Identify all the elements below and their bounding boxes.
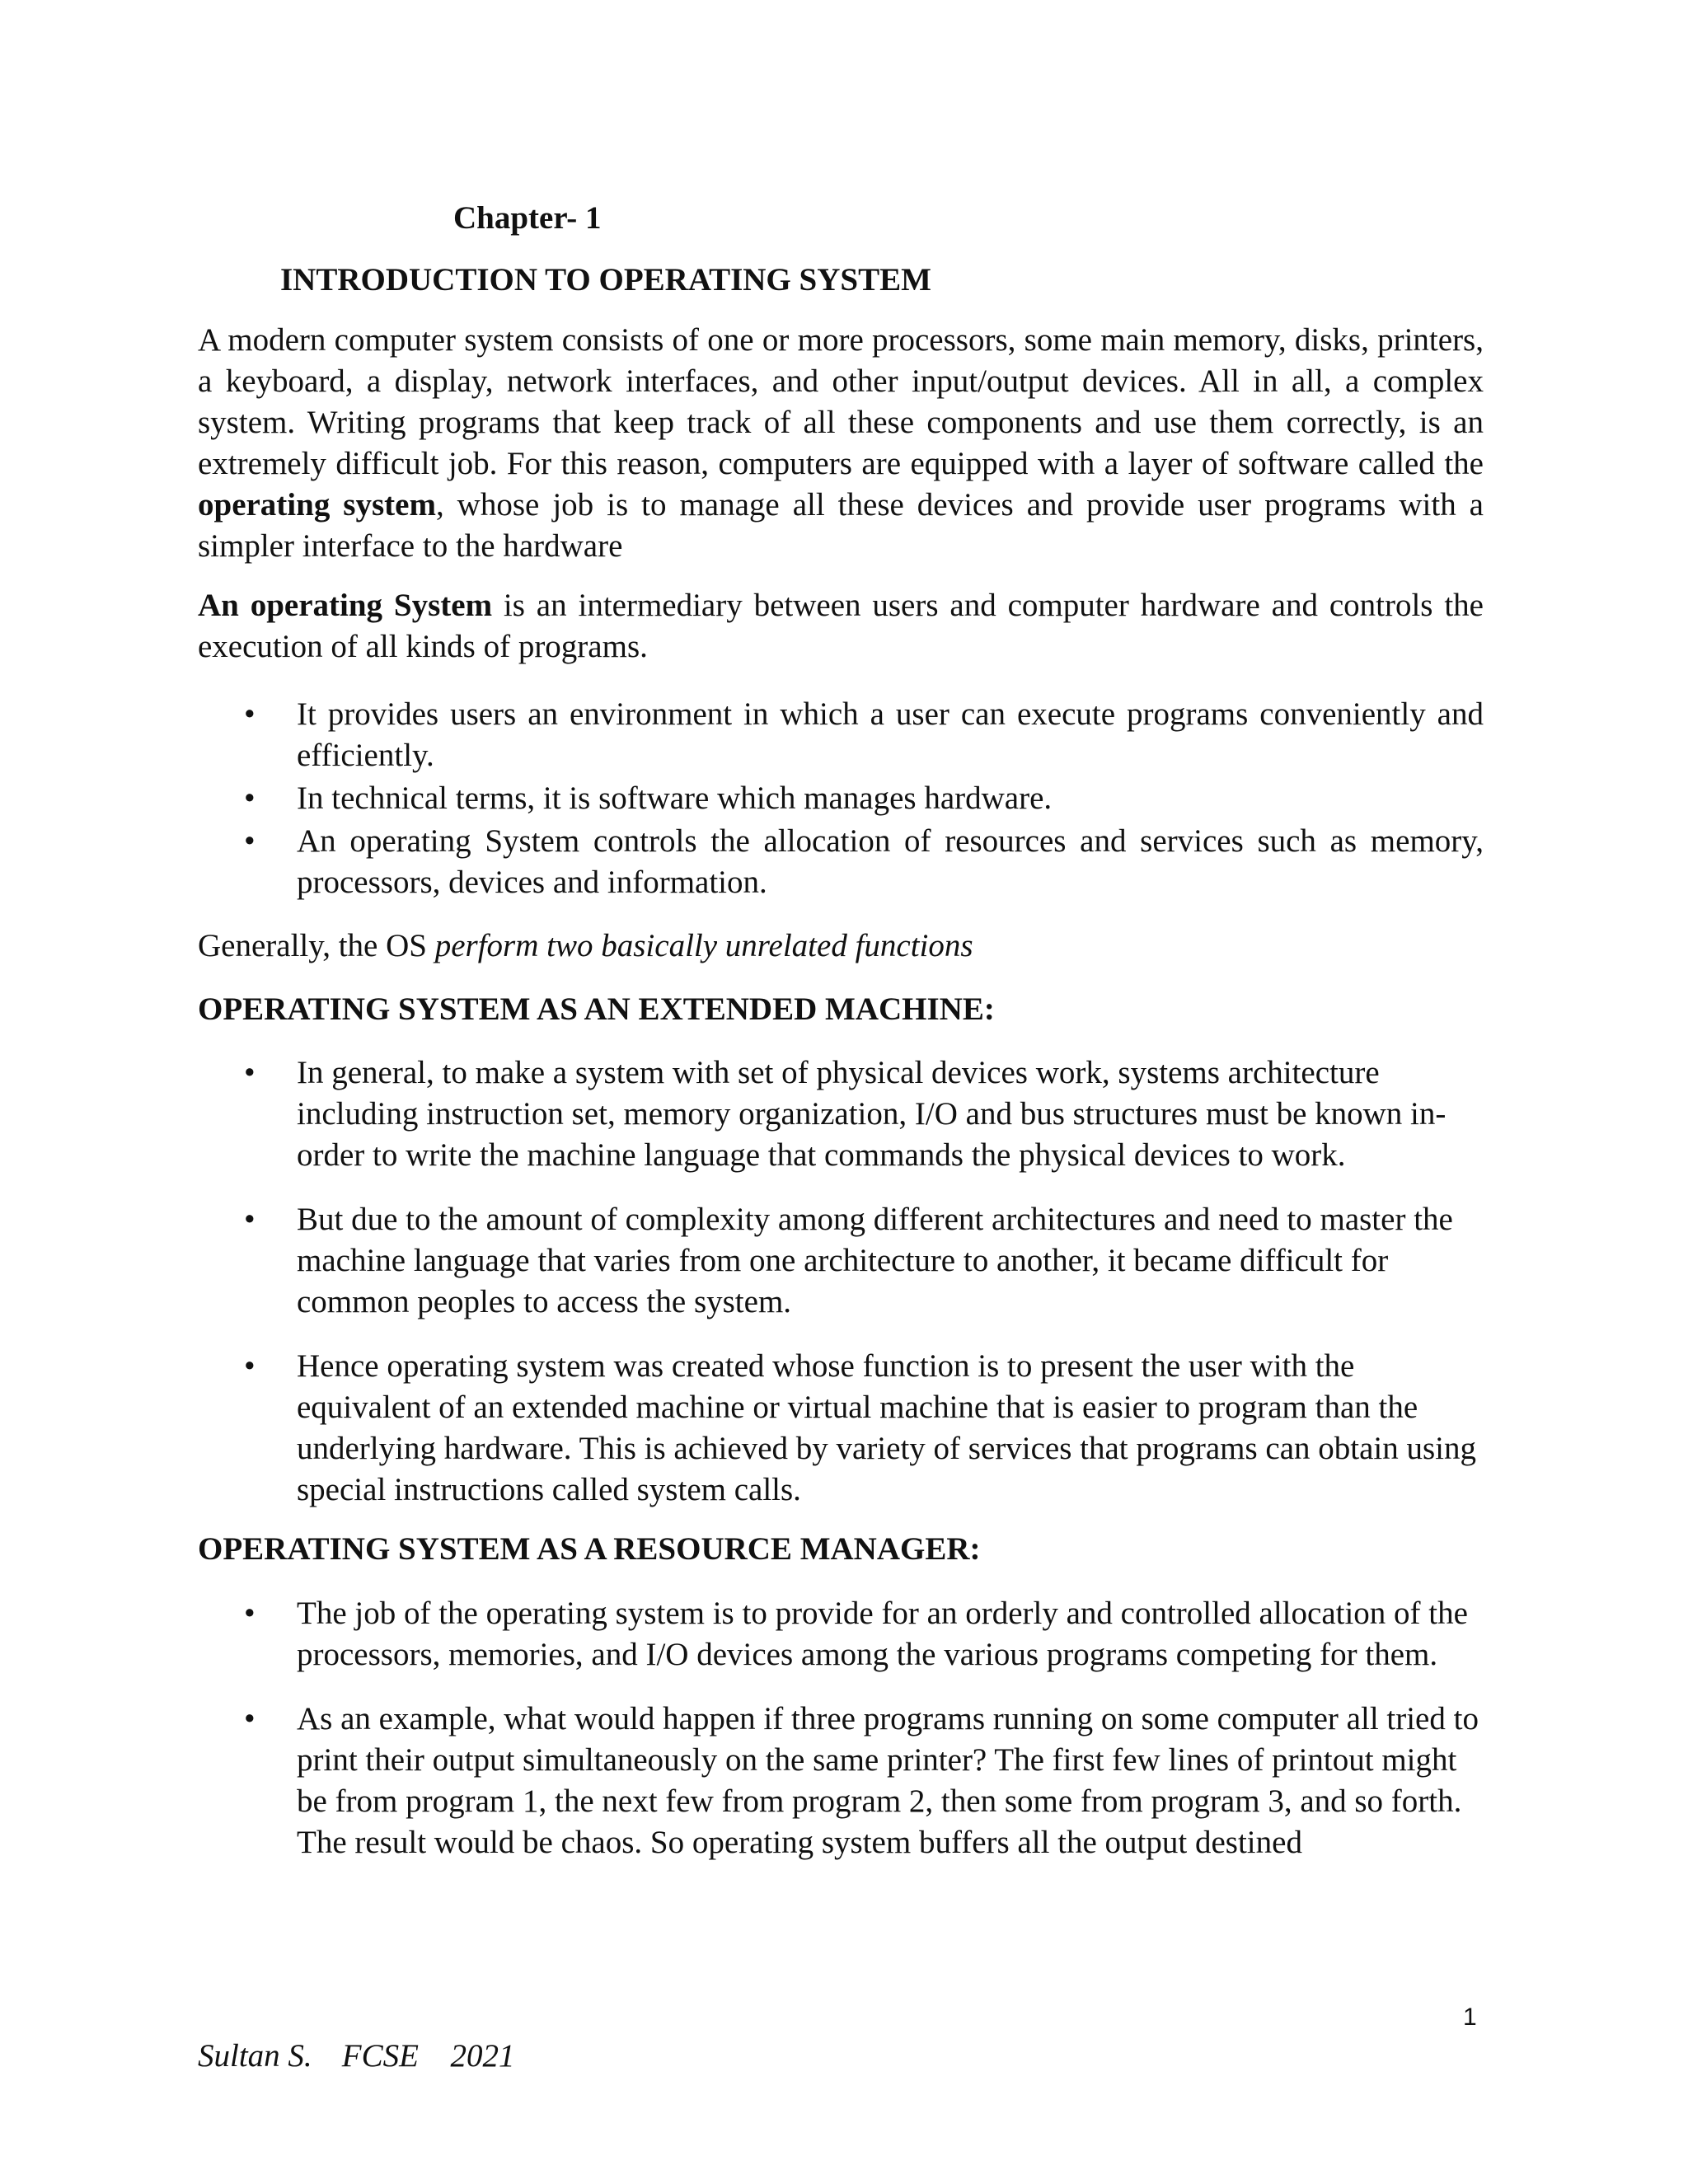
functions-intro-text: Generally, the OS — [198, 928, 435, 963]
resource-manager-list — [198, 1593, 1484, 1886]
list-item — [198, 694, 1484, 776]
definition-term: An operating System — [198, 588, 493, 623]
section-heading-resource-manager: OPERATING SYSTEM AS A RESOURCE MANAGER: — [198, 1531, 981, 1567]
bullet-icon: • — [244, 1055, 256, 1090]
section-heading-extended-machine: OPERATING SYSTEM AS AN EXTENDED MACHINE: — [198, 991, 995, 1027]
bullet-icon: • — [244, 780, 256, 816]
definition-text: is an intermediary between users and computer hardware and controls the execution of all kinds of programs. — [198, 588, 1484, 664]
functions-intro — [198, 926, 1484, 967]
list-item-text: As an example, what would happen if three programs running on some computer all tried to print their output simultaneously on the same printer? The first few lines of printout might be from program 1, the next few from program 2, then some from program 3, and so forth. The result would be chaos. So operating system buffers all the output destined — [297, 1701, 1479, 1860]
list-item — [198, 821, 1484, 903]
intro-paragraph — [198, 320, 1484, 567]
bullet-icon: • — [244, 1701, 256, 1736]
footer-year: 2021 — [450, 2038, 515, 2074]
extended-machine-list — [198, 1052, 1484, 1534]
footer-author: Sultan S. — [198, 2038, 312, 2074]
list-item-text: An operating System controls the allocation of resources and services such as memory, processors, devices and information. — [297, 823, 1484, 900]
list-item — [198, 1052, 1484, 1176]
footer-dept: FCSE — [341, 2038, 419, 2074]
intro-bold-term: operating system — [198, 487, 436, 523]
bullet-icon: • — [244, 1202, 256, 1237]
intro-text-end: , whose job is to manage all these devices and provide user programs with a simpler interface to the hardware — [198, 487, 1484, 564]
bullet-icon: • — [244, 1596, 256, 1631]
list-item — [198, 1699, 1484, 1863]
list-item — [198, 778, 1484, 819]
intro-text-start: A modern computer system consists of one or more processors, some main memory, disks, printers, a keyboard, a display, network interfaces, and other input/output devices. All in all, a complex system. Writing programs that keep track of all these components and use them correctly, is an extremely difficult job. For this reason, computers are equipped with a layer of software called the — [198, 322, 1484, 481]
list-item-text: The job of the operating system is to provide for an orderly and controlled allocation of the processors, memories, and I/O devices among the various programs competing for them. — [297, 1596, 1468, 1672]
list-item-text: But due to the amount of complexity among different architectures and need to master the machine language that varies from one architecture to another, it became difficult for common peoples to access the system. — [297, 1202, 1453, 1319]
list-item — [198, 1346, 1484, 1511]
list-item-text: It provides users an environment in which a user can execute programs conveniently and efficiently. — [297, 696, 1484, 773]
list-item-text: In technical terms, it is software which manages hardware. — [297, 780, 1053, 816]
list-item-text: In general, to make a system with set of physical devices work, systems architecture including instruction set, memory organization, I/O and bus structures must be known in-order to write the machine language that commands the physical devices to work. — [297, 1055, 1447, 1173]
bullet-icon: • — [244, 696, 256, 732]
list-item-text: Hence operating system was created whose function is to present the user with the equivalent of an extended machine or virtual machine that is easier to program than the underlying hardware. This is achieved by variety of services that programs can obtain using special instructions called system calls. — [297, 1348, 1477, 1507]
list-item — [198, 1199, 1484, 1323]
bullet-icon: • — [244, 823, 256, 859]
page-number: 1 — [1463, 2004, 1477, 2031]
functions-intro-italic: perform two basically unrelated functions — [434, 928, 973, 963]
definition-list — [198, 694, 1484, 905]
page-footer — [198, 2036, 515, 2077]
chapter-label: Chapter- 1 — [453, 200, 602, 236]
page-title: INTRODUCTION TO OPERATING SYSTEM — [280, 262, 931, 298]
bullet-icon: • — [244, 1348, 256, 1384]
list-item — [198, 1593, 1484, 1675]
definition-paragraph — [198, 585, 1484, 668]
